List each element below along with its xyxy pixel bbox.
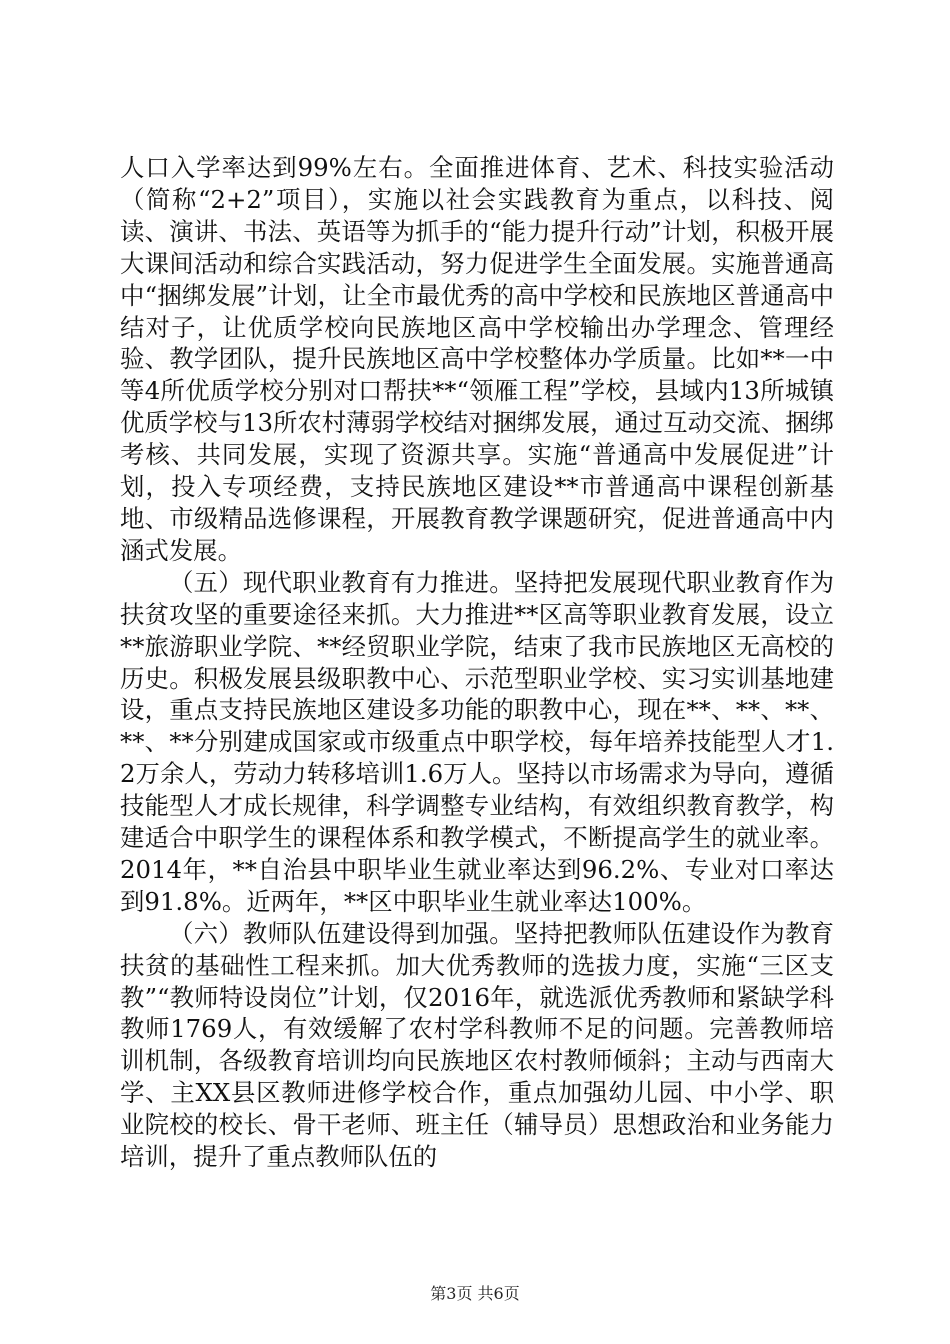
page-number-footer: 第3页 共6页 — [430, 1284, 520, 1303]
paragraph-continuation: 人口入学率达到99%左右。全面推进体育、艺术、科技实验活动（简称“2+2”项目），实施以社会实践教育为重点，以科技、阅读、演讲、书法、英语等为抓手的“能力提升行动”计划，积极开展大课间活动和综合实践活动，努力促进学生全面发展。实施普通高中“捆绑发展”计划，让全市最优秀的高中学校和民族地区普通高中结对子，让优质学校向民族地区高中学校输出办学理念、管理经验、教学团队，提升民族地区高中学校整体办学质量。比如**一中等4所优质学校分别对口帮扶**“领雁工程”学校，县域内13所城镇优质学校与13所农村薄弱学校结对捆绑发展，通过互动交流、捆绑考核、共同发展，实现了资源共享。实施“普通高中发展促进”计划，投入专项经费，支持民族地区建设**市普通高中课程创新基地、市级精品选修课程，开展教育教学课题研究，促进普通高中内涵式发展。 — [120, 153, 834, 565]
paragraph-section-5: （五）现代职业教育有力推进。坚持把发展现代职业教育作为扶贫攻坚的重要途径来抓。大力推进**区高等职业教育发展，设立**旅游职业学院、**经贸职业学院，结束了我市民族地区无高校的历史。积极发展县级职教中心、示范型职业学校、实习实训基地建设，重点支持民族地区建设多功能的职教中心，现在**、**、**、**、**分别建成国家或市级重点中职学校，每年培养技能型人才1.2万余人，劳动力转移培训1.6万人。坚持以市场需求为导向，遵循技能型人才成长规律，科学调整专业结构，有效组织教育教学，构建适合中职学生的课程体系和教学模式，不断提高学生的就业率。2014年，**自治县中职毕业生就业率达到96.2%、专业对口率达到91.8%。近两年，**区中职毕业生就业率达100%。 — [120, 567, 834, 916]
document-body — [120, 152, 834, 1173]
paragraph-section-6: （六）教师队伍建设得到加强。坚持把教师队伍建设作为教育扶贫的基础性工程来抓。加大优秀教师的选拔力度，实施“三区支教”“教师特设岗位”计划，仅2016年，就选派优秀教师和紧缺学科教师1769人，有效缓解了农村学科教师不足的问题。完善教师培训机制，各级教育培训均向民族地区农村教师倾斜；主动与西南大学、主XX县区教师进修学校合作，重点加强幼儿园、中小学、职业院校的校长、骨干老师、班主任（辅导员）思想政治和业务能力培训，提升了重点教师队伍的 — [120, 918, 834, 1172]
